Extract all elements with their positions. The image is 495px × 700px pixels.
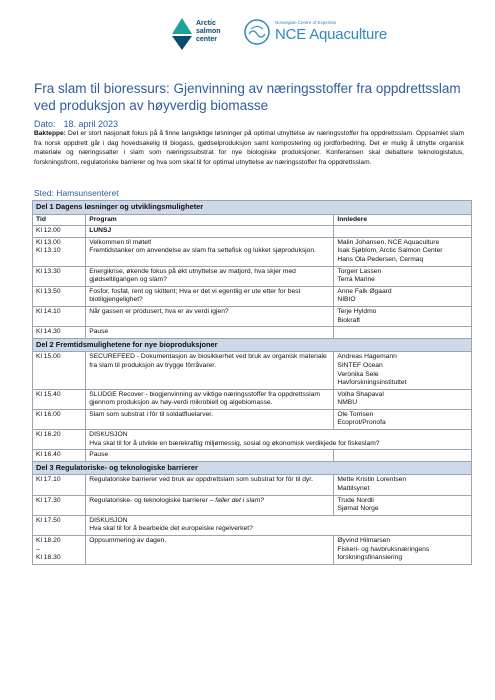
- nce-tagline: Norwegian Centre of Expertise: [275, 20, 337, 25]
- cell-line: Kl 17.50: [36, 516, 61, 524]
- cell-line: NIBIO: [337, 296, 356, 304]
- cell-line: Kl 15.00: [36, 353, 61, 361]
- date-line: [34, 119, 126, 129]
- cell-line: Terje Hyldmo: [337, 307, 377, 315]
- table-row: [33, 266, 472, 286]
- cell-line: Biokraft: [337, 316, 361, 324]
- cell-line: Havforskningsinstituttet: [337, 379, 407, 387]
- cell-line: Kl 14.10: [36, 307, 61, 315]
- cell-line: Ecoprot/Pronofa: [337, 419, 386, 427]
- cell-line: Hans Ola Pedersen, Cermaq: [337, 255, 424, 263]
- nce-aquaculture-logo: [243, 16, 388, 52]
- cell-line: Kl 12.00: [36, 227, 61, 235]
- cell-line: Kl 13.10: [36, 247, 61, 255]
- cell-line: Fremtidstanker om anvendelse av slam fra settefisk og lukket sjøproduksjon.: [89, 247, 316, 255]
- cell-line: Volha Shapaval: [337, 390, 384, 398]
- table-row: [33, 352, 472, 389]
- cell-line: Ole Torrisen: [337, 410, 374, 418]
- section-header: [33, 201, 472, 215]
- cell-line: Andreas Hagemann: [337, 353, 397, 361]
- cell-line: Kl 18.20: [36, 537, 61, 544]
- cell-line: Terra Marine: [337, 276, 375, 284]
- cell-line: Hva skal til for å utvikle en bærekraftig miljømessig, sosial og økonomisk verdikjede for fiskeslam?: [89, 439, 380, 447]
- cell-line: Isak Sjøblom, Arctic Salmon Center: [337, 247, 443, 255]
- intro-text: Det er stort nasjonalt fokus på å finne langsiktige løsninger på optimal utnyttelse av næringsstoffer fra oppdrettsslam. Oppsamlet slam fra norsk oppdrett går i dag hovedsakelig til biogass, gjødselproduksjon samt kompostering og jordforbedring. Det er mulig å utnytte organisk materiale og næringssalter i slam som næringssubstrat for nye biologiske produksjoner. Konferansen skal debattere teknologistatus, forskningsfront, regulatoriske barrierer og hva som skal til for optimal utnyttelse av næringsstoffer fra oppdrettsslam.: [34, 130, 464, 166]
- cell-line: Malin Johansen, NCE Aquaculture: [337, 238, 440, 246]
- cell-line: NMBU: [337, 399, 358, 407]
- cell-line: Kl 16.20: [36, 431, 61, 439]
- cell-line: DISKUSJON: [89, 516, 128, 524]
- cell-line: LUNSJ: [89, 227, 112, 235]
- intro-label: Bakteppe:: [34, 130, 66, 137]
- location-heading: Sted: Hamsunsenteret: [34, 188, 119, 198]
- cell-line: Kl 17.10: [36, 476, 61, 484]
- date-value: 18. april 2023: [63, 119, 119, 129]
- cell-line: SLUDGE Recover - biogjenvinning av viktige næringsstoffer fra oppdrettsslam gjennom produksjon av høy-verdi mikrobiell og algebiomasse.: [89, 390, 320, 407]
- nce-circle-icon: [243, 18, 271, 46]
- cell-line: Kl 13.50: [36, 287, 61, 295]
- cell-line: Kl 17.30: [36, 496, 61, 504]
- cell-line: Kl 16.40: [36, 451, 61, 459]
- cell-emphasis: faller det i slam?: [215, 496, 264, 504]
- table-row: [33, 237, 472, 266]
- cell-line: Hva skal til for å bearbeide det europeiske regelverket?: [89, 525, 253, 533]
- section-title: Del 2 Fremtidsmulighetene for nye bioproduksjoner: [33, 338, 472, 352]
- table-row: [33, 515, 472, 535]
- cell-line: Pause: [89, 451, 109, 459]
- page-title: Fra slam til bioressurs: Gjenvinning av næringsstoffer fra oppdrettsslam ved produksjon av høyverdig biomasse: [34, 81, 461, 113]
- cell-line: Regulatoriske barrierer ved bruk av oppdrettslam som substrat for fôr til dyr.: [89, 476, 313, 484]
- table-row: [33, 389, 472, 409]
- table-row: [33, 306, 472, 326]
- cell-line: Øyvind Hilmarsen: [337, 537, 391, 544]
- cell-line: Kl 13.30: [36, 267, 61, 275]
- section-header: [33, 338, 472, 352]
- cell-line: SINTEF Ocean: [337, 361, 383, 369]
- cell-line: Fosfor, fosfat, rent og skittent; Hva er det vi egentlig er ute etter for best biotilgjengelighet?: [89, 287, 301, 304]
- column-header-program: Program: [86, 214, 334, 226]
- cell-line: Velkommen til møtet!: [89, 238, 152, 246]
- table-row: [33, 536, 472, 565]
- cell-line: Mette Kristin Lorentsen: [337, 476, 407, 484]
- arctic-logo-text: Arctic salmon center: [196, 20, 221, 43]
- section-header: [33, 461, 472, 475]
- cell-line: Oppsummering av dagen.: [89, 537, 167, 544]
- cell-line: Anne Falk Øgaard: [337, 287, 392, 295]
- table-row: [33, 450, 472, 462]
- cell-line: Trude Nordli: [337, 496, 374, 504]
- date-label: Dato:: [34, 119, 56, 129]
- section-title: Del 3 Regulatoriske- og teknologiske barrierer: [33, 461, 472, 475]
- cell-line: DISKUSJON: [89, 431, 128, 439]
- cell-line: Når gassen er produsert, hva er av verdi igjen?: [89, 307, 229, 315]
- intro-paragraph: [34, 129, 464, 167]
- cell-line: SECUREFEED - Dokumentasjon av biosikkerhet ved bruk av organisk materiale fra slam til produksjon av trygge fôrråvarer.: [89, 353, 327, 369]
- table-row: [33, 226, 472, 238]
- table-row: [33, 475, 472, 495]
- table-row: [33, 430, 472, 450]
- column-header-innledere: Innledere: [334, 214, 472, 226]
- cell-line: Sjømat Norge: [337, 505, 379, 513]
- cell-line: Mattilsynet: [337, 485, 370, 493]
- cell-line: Slam som substrat i fôr til soldatfluelarver.: [89, 410, 213, 418]
- program-table: [32, 200, 472, 565]
- cell-line: Kl 16.00: [36, 410, 61, 418]
- cell-line: Kl 13.00: [36, 238, 61, 246]
- cell-line: Kl 18.30: [36, 554, 61, 562]
- column-header-tid: Tid: [33, 214, 86, 226]
- table-row: [33, 495, 472, 515]
- table-row: [33, 286, 472, 306]
- table-row: [33, 327, 472, 339]
- cell-line: Veronika Sele: [337, 370, 379, 378]
- nce-name: NCE Aquaculture: [275, 26, 388, 43]
- cell-line: –: [36, 545, 40, 553]
- section-title: Del 1 Dagens løsninger og utviklingsmuligheter: [33, 201, 472, 215]
- cell-line: Energikrise, økende fokus på økt utnyttelse av matjord, hva skjer med gjødseltilgangen og slam?: [89, 267, 296, 284]
- cell-line: Kl 14.30: [36, 328, 61, 336]
- cell-line: Kl 15.40: [36, 390, 61, 398]
- column-headers: [33, 214, 472, 226]
- cell-line: Pause: [89, 328, 109, 336]
- cell-line: Regulatoriske- og teknologiske barrierer –: [89, 496, 216, 504]
- table-row: [33, 409, 472, 429]
- cell-line: Fiskeri- og havbruksnæringens forskningsfinansiering: [337, 545, 430, 562]
- cell-line: Torgeir Lassen: [337, 267, 382, 275]
- header-logos: [0, 14, 495, 54]
